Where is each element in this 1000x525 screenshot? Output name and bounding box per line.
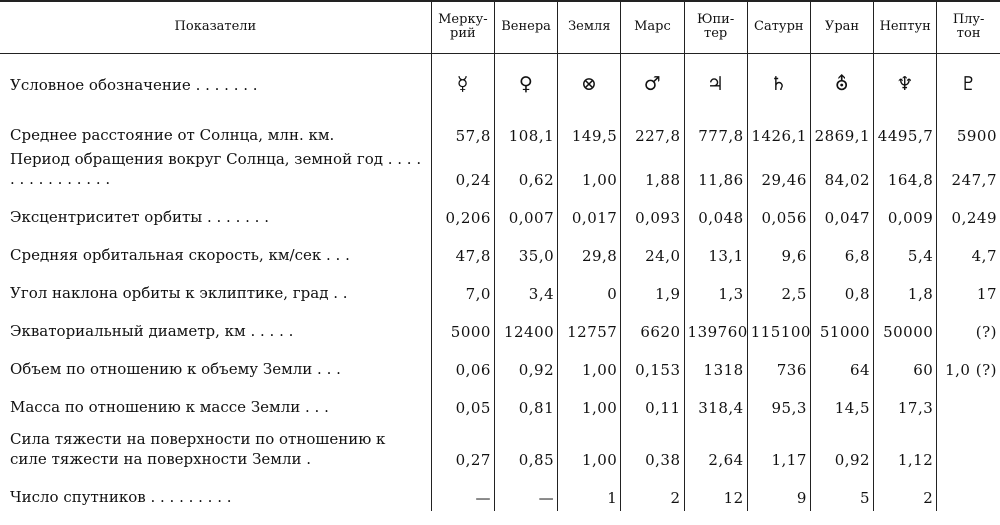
table-row — [0, 473, 1000, 511]
row-label: Период обращения вокруг Солнца, земной год . . . . . . . . . . . . . . . — [10, 150, 422, 188]
row-label: Число спутников . . . . . . . . . — [10, 488, 232, 506]
table-cell: 164,8 — [874, 149, 937, 193]
table-cell: 0,8 — [810, 269, 873, 307]
table-cell: 0,24 — [431, 149, 494, 193]
table-cell: 12400 — [494, 307, 557, 345]
table-cell — [937, 421, 1000, 473]
table-cell: 9 — [747, 473, 810, 511]
table-cell: — — [431, 473, 494, 511]
table-row — [0, 67, 1000, 99]
table-cell: 0,017 — [558, 193, 621, 231]
table-cell: 0,92 — [494, 345, 557, 383]
header-planet: Уран — [810, 1, 873, 53]
table-cell: 1318 — [684, 345, 747, 383]
table-cell: 0,093 — [621, 193, 684, 231]
table-cell: 1,12 — [874, 421, 937, 473]
table-cell: 108,1 — [494, 99, 557, 149]
table-cell: 95,3 — [747, 383, 810, 421]
header-planet: Плу- тон — [937, 1, 1000, 53]
row-label: Средняя орбитальная скорость, км/сек . . . — [10, 246, 350, 264]
table-cell: 57,8 — [431, 99, 494, 149]
row-label: Эксцентриситет орбиты . . . . . . . — [10, 208, 269, 226]
table-cell: 227,8 — [621, 99, 684, 149]
table-cell: (?) — [937, 307, 1000, 345]
table-cell: 2,5 — [747, 269, 810, 307]
table-cell: 0 — [558, 269, 621, 307]
header-planet: Сатурн — [747, 1, 810, 53]
table-cell: 1,9 — [621, 269, 684, 307]
planet-symbol-icon: ♇ — [937, 67, 1000, 99]
table-cell: 0,85 — [494, 421, 557, 473]
table-cell: 13,1 — [684, 231, 747, 269]
table-cell: 1426,1 — [747, 99, 810, 149]
planet-symbol-icon: ♄ — [747, 67, 810, 99]
table-cell: 12 — [684, 473, 747, 511]
table-cell: 35,0 — [494, 231, 557, 269]
header-planet: Мерку- рий — [431, 1, 494, 53]
table-cell: 0,048 — [684, 193, 747, 231]
table-cell: 0,38 — [621, 421, 684, 473]
table-cell: 1,00 — [558, 383, 621, 421]
table-cell: 149,5 — [558, 99, 621, 149]
table-row — [0, 421, 1000, 473]
table-row — [0, 345, 1000, 383]
table-cell: 247,7 — [937, 149, 1000, 193]
table-cell: 4,7 — [937, 231, 1000, 269]
table-cell: 0,06 — [431, 345, 494, 383]
table-cell: 17,3 — [874, 383, 937, 421]
table-cell: 5000 — [431, 307, 494, 345]
table-cell: 736 — [747, 345, 810, 383]
table-cell: 2 — [874, 473, 937, 511]
table-row — [0, 149, 1000, 193]
table-cell: 12757 — [558, 307, 621, 345]
table-cell: 777,8 — [684, 99, 747, 149]
table-cell: 1,0 (?) — [937, 345, 1000, 383]
planet-symbol-icon: ♆ — [874, 67, 937, 99]
table-cell: 0,009 — [874, 193, 937, 231]
table-cell: 1,88 — [621, 149, 684, 193]
header-planet: Земля — [558, 1, 621, 53]
table-cell: 6620 — [621, 307, 684, 345]
table-cell: 1,00 — [558, 149, 621, 193]
table-cell: 29,8 — [558, 231, 621, 269]
table-cell — [937, 383, 1000, 421]
table-row — [0, 99, 1000, 149]
table-cell: 318,4 — [684, 383, 747, 421]
spacer-row — [0, 53, 1000, 67]
table-cell: 0,81 — [494, 383, 557, 421]
planet-symbol-icon: ⛢ — [810, 67, 873, 99]
table-cell: 5 — [810, 473, 873, 511]
planet-symbol-icon: ♃ — [684, 67, 747, 99]
row-label: Условное обозначение . . . . . . . — [10, 76, 258, 94]
table-cell: 84,02 — [810, 149, 873, 193]
table-cell: 7,0 — [431, 269, 494, 307]
table-cell: 14,5 — [810, 383, 873, 421]
table-cell: 5,4 — [874, 231, 937, 269]
table-row — [0, 269, 1000, 307]
table-row — [0, 193, 1000, 231]
table-cell: 6,8 — [810, 231, 873, 269]
table-cell: 4495,7 — [874, 99, 937, 149]
header-planet: Марс — [621, 1, 684, 53]
table-row — [0, 231, 1000, 269]
row-label: Масса по отношению к массе Земли . . . — [10, 398, 329, 416]
table-cell: 9,6 — [747, 231, 810, 269]
table-cell: 11,86 — [684, 149, 747, 193]
table-cell: 2,64 — [684, 421, 747, 473]
table-cell: 64 — [810, 345, 873, 383]
table-cell: 0,92 — [810, 421, 873, 473]
table-cell: 0,27 — [431, 421, 494, 473]
header-indicators: Показатели — [174, 19, 257, 35]
table-cell: 0,056 — [747, 193, 810, 231]
table-cell: 0,11 — [621, 383, 684, 421]
table-cell: 60 — [874, 345, 937, 383]
table-cell: — — [494, 473, 557, 511]
table-cell: 24,0 — [621, 231, 684, 269]
row-label: Сила тяжести на поверхности по отношению к силе тяжести на поверхности Земли . — [10, 430, 386, 468]
table-cell: 50000 — [874, 307, 937, 345]
table-cell: 2869,1 — [810, 99, 873, 149]
row-label: Угол наклона орбиты к эклиптике, град . . — [10, 284, 348, 302]
row-label: Экваториальный диаметр, км . . . . . — [10, 322, 294, 340]
table-cell: 47,8 — [431, 231, 494, 269]
planet-symbol-icon: ☿ — [431, 67, 494, 99]
table-cell: 1,8 — [874, 269, 937, 307]
table-cell: 51000 — [810, 307, 873, 345]
table-cell: 1,17 — [747, 421, 810, 473]
table-cell: 139760 — [684, 307, 747, 345]
table-cell: 5900 — [937, 99, 1000, 149]
table-header-row — [0, 1, 1000, 53]
planet-symbol-icon: ♂ — [621, 67, 684, 99]
table-cell: 1,00 — [558, 421, 621, 473]
table-cell: 1,3 — [684, 269, 747, 307]
table-cell: 1,00 — [558, 345, 621, 383]
table-row — [0, 307, 1000, 345]
row-label: Среднее расстояние от Солнца, млн. км. — [10, 126, 335, 144]
table-cell: 0,249 — [937, 193, 1000, 231]
table-cell: 0,047 — [810, 193, 873, 231]
table-cell: 3,4 — [494, 269, 557, 307]
planet-symbol-icon: ⊗ — [558, 67, 621, 99]
table-cell: 0,007 — [494, 193, 557, 231]
table-cell: 17 — [937, 269, 1000, 307]
header-planet: Нептун — [874, 1, 937, 53]
header-planet: Юпи- тер — [684, 1, 747, 53]
planet-symbol-icon: ♀ — [494, 67, 557, 99]
table-cell: 2 — [621, 473, 684, 511]
table-row — [0, 383, 1000, 421]
table-cell: 115100 — [747, 307, 810, 345]
table-cell: 0,206 — [431, 193, 494, 231]
row-label: Объем по отношению к объему Земли . . . — [10, 360, 341, 378]
table-cell: 0,62 — [494, 149, 557, 193]
table-cell — [937, 473, 1000, 511]
header-planet: Венера — [494, 1, 557, 53]
table-cell: 0,05 — [431, 383, 494, 421]
table-cell: 0,153 — [621, 345, 684, 383]
table-cell: 1 — [558, 473, 621, 511]
table-cell: 29,46 — [747, 149, 810, 193]
